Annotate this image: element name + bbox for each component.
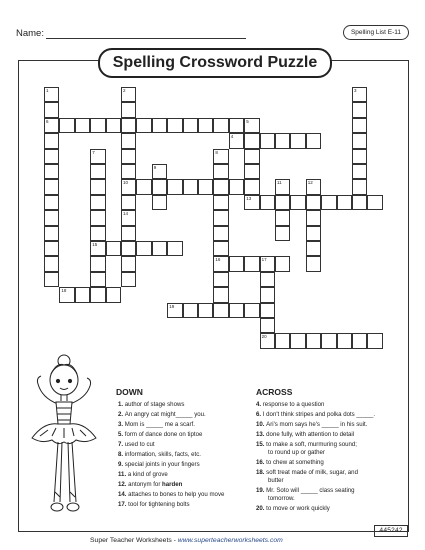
crossword-cell[interactable] bbox=[183, 303, 198, 318]
clue-number: 14 bbox=[123, 211, 129, 217]
crossword-cell[interactable] bbox=[152, 241, 167, 256]
crossword-cell[interactable] bbox=[59, 287, 74, 302]
crossword-cell[interactable] bbox=[352, 118, 367, 133]
crossword-cell[interactable] bbox=[260, 303, 275, 318]
crossword-cell[interactable] bbox=[44, 226, 59, 241]
crossword-cell[interactable] bbox=[44, 133, 59, 148]
down-clue: 7. used to cut bbox=[118, 441, 155, 448]
crossword-cell[interactable] bbox=[75, 118, 90, 133]
spelling-list-badge: Spelling List E-11 bbox=[343, 25, 409, 40]
crossword-cell[interactable] bbox=[213, 256, 228, 271]
footer bbox=[90, 537, 283, 544]
crossword-cell[interactable] bbox=[90, 149, 105, 164]
clue-number: 7 bbox=[92, 149, 95, 155]
crossword-cell[interactable] bbox=[367, 195, 382, 210]
crossword-cell[interactable] bbox=[121, 118, 136, 133]
footer-brand: Super Teacher Worksheets - bbox=[90, 537, 178, 544]
crossword-cell[interactable] bbox=[306, 210, 321, 225]
crossword-cell[interactable] bbox=[260, 256, 275, 271]
down-clue: 9. special joints in your fingers bbox=[118, 461, 200, 468]
crossword-cell[interactable] bbox=[275, 210, 290, 225]
across-clue: 16. to chew at something bbox=[256, 459, 324, 466]
crossword-cell[interactable] bbox=[198, 118, 213, 133]
crossword-cell[interactable] bbox=[44, 241, 59, 256]
clue-number: 12 bbox=[307, 180, 313, 186]
crossword-cell[interactable] bbox=[260, 195, 275, 210]
clue-number: 20 bbox=[261, 334, 267, 340]
clue-number: 8 bbox=[215, 149, 218, 155]
crossword-cell[interactable] bbox=[90, 195, 105, 210]
ballerina-illustration bbox=[24, 352, 104, 532]
across-clue: 20. to move or work quickly bbox=[256, 505, 330, 512]
crossword-cell[interactable] bbox=[244, 179, 259, 194]
crossword-cell[interactable] bbox=[213, 303, 228, 318]
crossword-cell[interactable] bbox=[59, 118, 74, 133]
footer-url[interactable]: www.superteacherworksheets.com bbox=[177, 537, 283, 544]
crossword-cell[interactable] bbox=[167, 303, 182, 318]
crossword-cell[interactable] bbox=[44, 272, 59, 287]
clue-number: 6 bbox=[46, 118, 49, 124]
crossword-cell[interactable] bbox=[244, 133, 259, 148]
crossword-cell[interactable] bbox=[213, 149, 228, 164]
crossword-cell[interactable] bbox=[290, 133, 305, 148]
crossword-cell[interactable] bbox=[213, 272, 228, 287]
crossword-cell[interactable] bbox=[352, 87, 367, 102]
across-heading: ACROSS bbox=[256, 387, 293, 397]
crossword-cell[interactable] bbox=[229, 303, 244, 318]
crossword-cell[interactable] bbox=[106, 118, 121, 133]
crossword-cell[interactable] bbox=[352, 133, 367, 148]
clue-number: 9 bbox=[153, 165, 157, 170]
crossword-cell[interactable] bbox=[121, 164, 136, 179]
crossword-cell[interactable] bbox=[290, 333, 305, 348]
clue-number: 13 bbox=[246, 195, 252, 201]
crossword-cell[interactable] bbox=[213, 210, 228, 225]
crossword-cell[interactable] bbox=[121, 87, 136, 102]
clue-number: 1 bbox=[46, 88, 49, 93]
across-clue: to round up or gather bbox=[268, 449, 325, 456]
across-clue: 10. Ari's mom says he's _____ in his suit. bbox=[256, 421, 368, 428]
crossword-cell[interactable] bbox=[352, 102, 367, 117]
crossword-cell[interactable] bbox=[260, 272, 275, 287]
crossword-cell[interactable] bbox=[44, 149, 59, 164]
crossword-cell[interactable] bbox=[306, 226, 321, 241]
crossword-cell[interactable] bbox=[244, 118, 259, 133]
crossword-cell[interactable] bbox=[44, 210, 59, 225]
crossword-cell[interactable] bbox=[198, 303, 213, 318]
crossword-cell[interactable] bbox=[244, 195, 259, 210]
crossword-cell[interactable] bbox=[306, 179, 321, 194]
name-line[interactable] bbox=[46, 38, 246, 39]
crossword-cell[interactable] bbox=[337, 333, 352, 348]
crossword-cell[interactable] bbox=[260, 333, 275, 348]
crossword-cell[interactable] bbox=[229, 133, 244, 148]
crossword-cell[interactable] bbox=[121, 272, 136, 287]
clue-number: 16 bbox=[215, 257, 221, 263]
crossword-cell[interactable] bbox=[198, 179, 213, 194]
crossword-cell[interactable] bbox=[90, 164, 105, 179]
crossword-cell[interactable] bbox=[121, 210, 136, 225]
crossword-cell[interactable] bbox=[121, 133, 136, 148]
crossword-cell[interactable] bbox=[229, 118, 244, 133]
crossword-cell[interactable] bbox=[275, 195, 290, 210]
crossword-cell[interactable] bbox=[260, 133, 275, 148]
crossword-cell[interactable] bbox=[90, 272, 105, 287]
clue-number: 10 bbox=[123, 180, 129, 186]
crossword-cell[interactable] bbox=[244, 256, 259, 271]
crossword-cell[interactable] bbox=[121, 179, 136, 194]
crossword-cell[interactable] bbox=[121, 226, 136, 241]
across-clue: tomorrow. bbox=[268, 495, 295, 502]
crossword-cell[interactable] bbox=[167, 118, 182, 133]
crossword-cell[interactable] bbox=[306, 241, 321, 256]
crossword-cell[interactable] bbox=[213, 226, 228, 241]
crossword-cell[interactable] bbox=[244, 303, 259, 318]
down-clue: 17. tool for tightening bolts bbox=[118, 501, 190, 508]
crossword-cell[interactable] bbox=[290, 195, 305, 210]
crossword-cell[interactable] bbox=[337, 195, 352, 210]
crossword-cell[interactable] bbox=[244, 164, 259, 179]
crossword-cell[interactable] bbox=[183, 179, 198, 194]
down-clue: 2. An angry cat might_____ you. bbox=[118, 411, 206, 418]
crossword-cell[interactable] bbox=[306, 256, 321, 271]
clue-number: 2 bbox=[123, 88, 126, 93]
crossword-cell[interactable] bbox=[44, 195, 59, 210]
crossword-cell[interactable] bbox=[152, 179, 167, 194]
across-clue: 15. to make a soft, murmuring sound; bbox=[256, 441, 357, 448]
name-label: Name: bbox=[16, 28, 44, 39]
down-clue: 1. author of stage shows bbox=[118, 401, 185, 408]
crossword-cell[interactable] bbox=[213, 164, 228, 179]
down-heading: DOWN bbox=[116, 387, 143, 397]
crossword-cell[interactable] bbox=[275, 133, 290, 148]
clue-number: 18 bbox=[61, 288, 67, 294]
crossword-cell[interactable] bbox=[121, 102, 136, 117]
crossword-cell[interactable] bbox=[229, 179, 244, 194]
crossword-cell[interactable] bbox=[44, 179, 59, 194]
across-clue: 19. Mr. Soto will _____ class seating bbox=[256, 487, 355, 494]
crossword-cell[interactable] bbox=[121, 149, 136, 164]
across-clue: 13. done fully, with attention to detail bbox=[256, 431, 355, 438]
crossword-cell[interactable] bbox=[213, 287, 228, 302]
crossword-cell[interactable] bbox=[90, 179, 105, 194]
down-clue: 3. Mom is _____ me a scarf. bbox=[118, 421, 195, 428]
crossword-cell[interactable] bbox=[306, 195, 321, 210]
crossword-cell[interactable] bbox=[75, 287, 90, 302]
crossword-cell[interactable] bbox=[275, 333, 290, 348]
clue-number: 3 bbox=[354, 88, 357, 93]
clue-number: 17 bbox=[261, 257, 267, 263]
down-clue: 11. a kind of grove bbox=[118, 471, 168, 478]
crossword-cell[interactable] bbox=[352, 149, 367, 164]
crossword-cell[interactable] bbox=[152, 118, 167, 133]
clue-number: 19 bbox=[169, 303, 175, 309]
crossword-cell[interactable] bbox=[244, 149, 259, 164]
crossword-cell[interactable] bbox=[44, 118, 59, 133]
crossword-cell[interactable] bbox=[90, 241, 105, 256]
down-clue: 8. information, skills, facts, etc. bbox=[118, 451, 201, 458]
worksheet-code: 445242 bbox=[374, 525, 408, 537]
across-clue: 18. soft treat made of milk, sugar, and bbox=[256, 469, 358, 476]
crossword-cell[interactable] bbox=[106, 287, 121, 302]
crossword-cell[interactable] bbox=[306, 133, 321, 148]
crossword-cell[interactable] bbox=[44, 164, 59, 179]
crossword-cell[interactable] bbox=[260, 287, 275, 302]
crossword-cell[interactable] bbox=[44, 256, 59, 271]
crossword-cell[interactable] bbox=[90, 256, 105, 271]
crossword-cell[interactable] bbox=[352, 179, 367, 194]
across-clue: 6. I don't think stripes and polka dots _____. bbox=[256, 411, 376, 418]
crossword-cell[interactable] bbox=[90, 287, 105, 302]
crossword-cell[interactable] bbox=[213, 195, 228, 210]
crossword-cell[interactable] bbox=[229, 256, 244, 271]
crossword-cell[interactable] bbox=[152, 195, 167, 210]
crossword-cell[interactable] bbox=[90, 118, 105, 133]
crossword-cell[interactable] bbox=[136, 241, 151, 256]
crossword-cell[interactable] bbox=[213, 118, 228, 133]
crossword-cell[interactable] bbox=[183, 118, 198, 133]
crossword-cell[interactable] bbox=[106, 241, 121, 256]
crossword-cell[interactable] bbox=[260, 318, 275, 333]
crossword-cell[interactable] bbox=[90, 210, 105, 225]
crossword-cell[interactable] bbox=[275, 179, 290, 194]
crossword-cell[interactable] bbox=[321, 333, 336, 348]
crossword-cell[interactable] bbox=[44, 102, 59, 117]
crossword-cell[interactable] bbox=[213, 241, 228, 256]
crossword-cell[interactable] bbox=[121, 195, 136, 210]
crossword-cell[interactable] bbox=[167, 179, 182, 194]
crossword-cell[interactable] bbox=[90, 226, 105, 241]
crossword-cell[interactable] bbox=[213, 179, 228, 194]
crossword-cell[interactable] bbox=[121, 256, 136, 271]
crossword-cell[interactable] bbox=[275, 226, 290, 241]
across-clue: butter bbox=[268, 477, 284, 484]
crossword-cell[interactable] bbox=[352, 164, 367, 179]
crossword-cell[interactable] bbox=[44, 87, 59, 102]
crossword-cell[interactable] bbox=[321, 195, 336, 210]
crossword-cell[interactable] bbox=[352, 195, 367, 210]
clue-number: 4 bbox=[230, 134, 234, 140]
clue-number: 5 bbox=[246, 118, 249, 124]
crossword-cell[interactable] bbox=[167, 241, 182, 256]
crossword-cell[interactable] bbox=[121, 241, 136, 256]
crossword-cell[interactable] bbox=[136, 118, 151, 133]
clue-number: 15 bbox=[92, 242, 98, 247]
page-title: Spelling Crossword Puzzle bbox=[98, 48, 332, 78]
crossword-cell[interactable] bbox=[152, 164, 167, 179]
down-clue: 14. attaches to bones to help you move bbox=[118, 491, 225, 498]
down-clue: 12. antonym for harden bbox=[118, 481, 183, 488]
crossword-cell[interactable] bbox=[306, 333, 321, 348]
crossword-cell[interactable] bbox=[136, 179, 151, 194]
crossword-cell[interactable] bbox=[275, 256, 290, 271]
across-clue: 4. response to a question bbox=[256, 401, 325, 408]
crossword-cell[interactable] bbox=[367, 333, 382, 348]
crossword-cell[interactable] bbox=[352, 333, 367, 348]
down-clue: 5. form of dance done on tiptoe bbox=[118, 431, 203, 438]
clue-number: 11 bbox=[277, 180, 282, 186]
